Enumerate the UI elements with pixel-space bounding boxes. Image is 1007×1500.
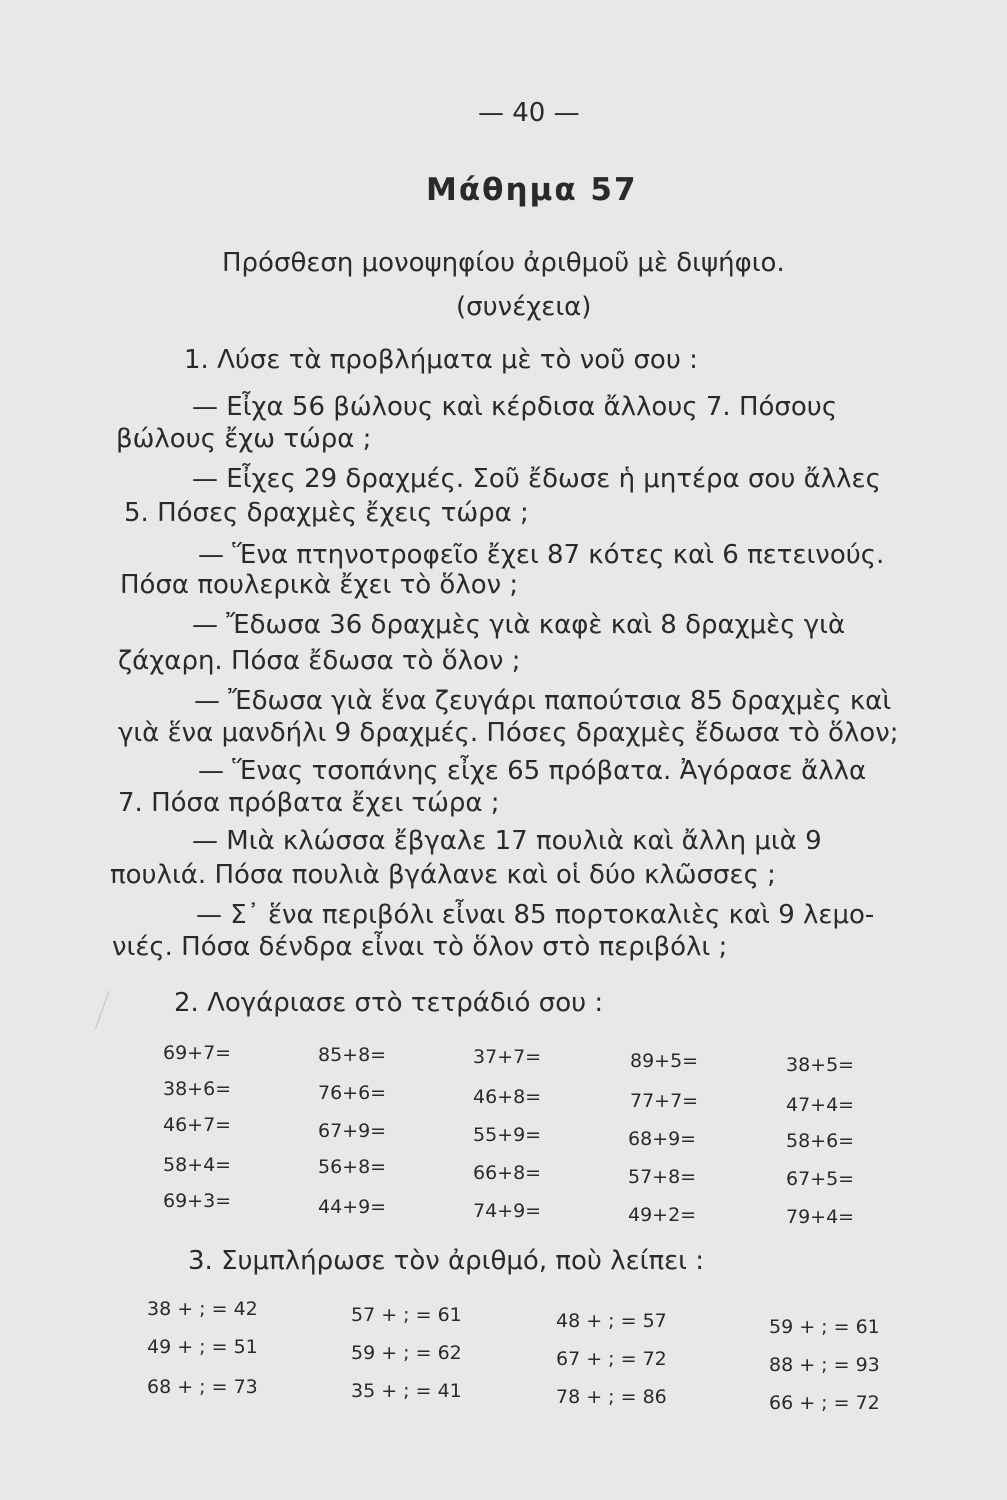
lesson-subtitle: Πρόσθεση μονοψηφίου ἀριθμοῦ μὲ διψήφιο. bbox=[222, 248, 785, 278]
addition-exercise: 44+9= bbox=[318, 1196, 387, 1218]
addition-exercise: 77+7= bbox=[630, 1090, 699, 1112]
problem-line: — Ἔδωσα γιὰ ἕνα ζευγάρι παπούτσια 85 δραχμὲς καὶ bbox=[194, 686, 892, 716]
missing-number-exercise: 88 + ; = 93 bbox=[769, 1354, 880, 1376]
problem-line: — Ἕνα πτηνοτροφεῖο ἔχει 87 κότες καὶ 6 πετεινούς. bbox=[198, 540, 885, 570]
addition-exercise: 76+6= bbox=[318, 1082, 387, 1104]
problem-line: ζάχαρη. Πόσα ἔδωσα τὸ ὅλον ; bbox=[118, 646, 521, 676]
pencil-mark bbox=[95, 991, 166, 1049]
lesson-subtitle-note: (συνέχεια) bbox=[456, 292, 592, 322]
addition-exercise: 57+8= bbox=[628, 1166, 697, 1188]
addition-exercise: 67+5= bbox=[786, 1168, 855, 1190]
addition-exercise: 37+7= bbox=[473, 1046, 542, 1068]
problem-line: 7. Πόσα πρόβατα ἔχει τώρα ; bbox=[118, 788, 500, 818]
section3-heading: 3. Συμπλήρωσε τὸν ἀριθμό, ποὺ λείπει : bbox=[188, 1246, 704, 1276]
problem-line: 5. Πόσες δραχμὲς ἔχεις τώρα ; bbox=[124, 498, 529, 528]
problem-line: — Εἶχες 29 δραχμές. Σοῦ ἔδωσε ἡ μητέρα σου ἄλλες bbox=[192, 464, 881, 494]
missing-number-exercise: 49 + ; = 51 bbox=[147, 1336, 258, 1358]
addition-exercise: 66+8= bbox=[473, 1162, 542, 1184]
addition-exercise: 56+8= bbox=[318, 1156, 387, 1178]
section2-heading: 2. Λογάριασε στὸ τετράδιό σου : bbox=[174, 988, 604, 1018]
addition-exercise: 47+4= bbox=[786, 1094, 855, 1116]
addition-exercise: 49+2= bbox=[628, 1204, 697, 1226]
missing-number-exercise: 35 + ; = 41 bbox=[351, 1380, 462, 1402]
missing-number-exercise: 38 + ; = 42 bbox=[147, 1298, 258, 1320]
addition-exercise: 46+8= bbox=[473, 1086, 542, 1108]
addition-exercise: 58+4= bbox=[163, 1154, 232, 1176]
addition-exercise: 58+6= bbox=[786, 1130, 855, 1152]
addition-exercise: 38+6= bbox=[163, 1078, 232, 1100]
problem-line: — Εἶχα 56 βώλους καὶ κέρδισα ἄλλους 7. Πόσους bbox=[192, 392, 838, 422]
missing-number-exercise: 67 + ; = 72 bbox=[556, 1348, 667, 1370]
section1-heading: 1. Λύσε τὰ προβλήματα μὲ τὸ νοῦ σου : bbox=[184, 345, 698, 375]
missing-number-exercise: 59 + ; = 62 bbox=[351, 1342, 462, 1364]
missing-number-exercise: 57 + ; = 61 bbox=[351, 1304, 462, 1326]
addition-exercise: 67+9= bbox=[318, 1120, 387, 1142]
addition-exercise: 68+9= bbox=[628, 1128, 697, 1150]
lesson-title: Μάθημα 57 bbox=[426, 172, 638, 208]
addition-exercise: 38+5= bbox=[786, 1054, 855, 1076]
addition-exercise: 55+9= bbox=[473, 1124, 542, 1146]
missing-number-exercise: 59 + ; = 61 bbox=[769, 1316, 880, 1338]
problem-line: νιές. Πόσα δένδρα εἶναι τὸ ὅλον στὸ περιβόλι ; bbox=[112, 932, 728, 962]
problem-line: — Ἕνας τσοπάνης εἶχε 65 πρόβατα. Ἀγόρασε ἄλλα bbox=[198, 756, 867, 786]
problem-line: γιὰ ἕνα μανδήλι 9 δραχμές. Πόσες δραχμὲς ἔδωσα τὸ ὅλον; bbox=[118, 718, 899, 748]
problem-line: Πόσα πουλερικὰ ἔχει τὸ ὅλον ; bbox=[120, 570, 519, 600]
problem-line: — Σ᾿ ἕνα περιβόλι εἶναι 85 πορτοκαλιὲς καὶ 9 λεμο- bbox=[196, 900, 875, 930]
addition-exercise: 46+7= bbox=[163, 1114, 232, 1136]
addition-exercise: 85+8= bbox=[318, 1044, 387, 1066]
problem-line: — Ἔδωσα 36 δραχμὲς γιὰ καφὲ καὶ 8 δραχμὲς γιὰ bbox=[192, 610, 846, 640]
addition-exercise: 69+7= bbox=[163, 1042, 232, 1064]
addition-exercise: 89+5= bbox=[630, 1050, 699, 1072]
missing-number-exercise: 66 + ; = 72 bbox=[769, 1392, 880, 1414]
problem-line: βώλους ἔχω τώρα ; bbox=[116, 424, 372, 454]
page-number: — 40 — bbox=[478, 98, 580, 128]
problem-line: πουλιά. Πόσα πουλιὰ βγάλανε καὶ οἱ δύο κλῶσσες ; bbox=[110, 860, 776, 890]
addition-exercise: 69+3= bbox=[163, 1190, 232, 1212]
problem-line: — Μιὰ κλώσσα ἔβγαλε 17 πουλιὰ καὶ ἄλλη μιὰ 9 bbox=[192, 826, 822, 856]
addition-exercise: 74+9= bbox=[473, 1200, 542, 1222]
missing-number-exercise: 48 + ; = 57 bbox=[556, 1310, 667, 1332]
addition-exercise: 79+4= bbox=[786, 1206, 855, 1228]
missing-number-exercise: 78 + ; = 86 bbox=[556, 1386, 667, 1408]
missing-number-exercise: 68 + ; = 73 bbox=[147, 1376, 258, 1398]
